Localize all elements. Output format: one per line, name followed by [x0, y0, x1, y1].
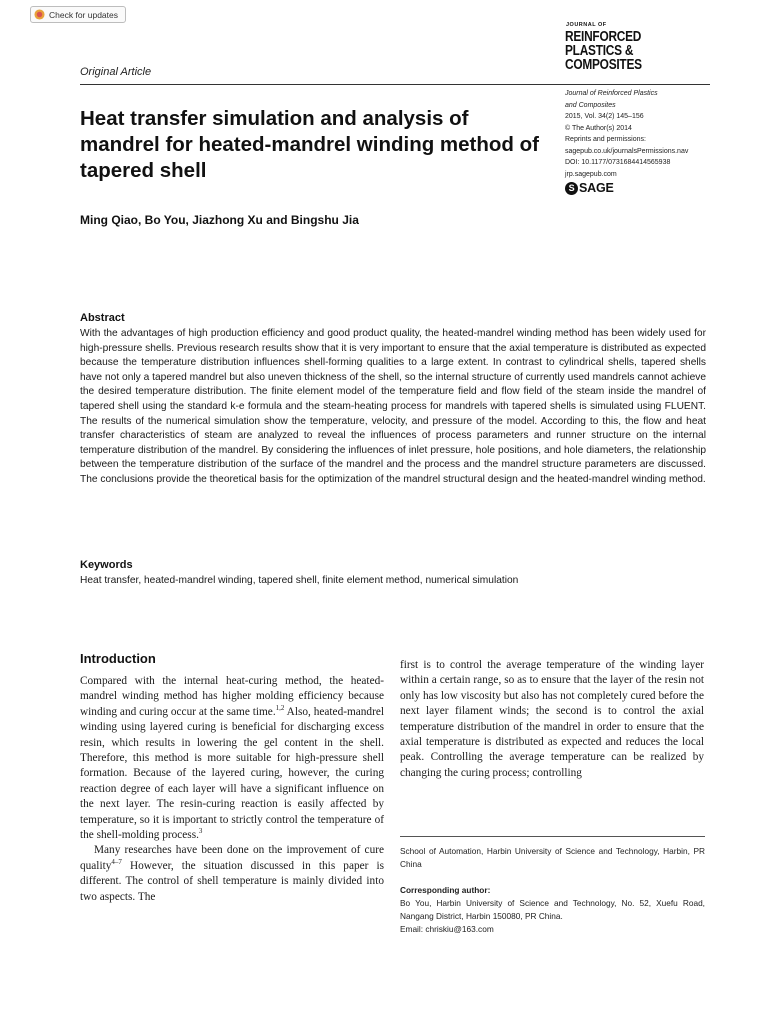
volume-info: 2015, Vol. 34(2) 145–156 — [565, 113, 644, 120]
journal-metadata — [565, 88, 735, 180]
citation-name-2: and Composites — [565, 101, 616, 109]
corresponding-author-email[interactable]: Email: chriskiu@163.com — [400, 924, 494, 934]
citation-ref[interactable]: 4–7 — [111, 858, 122, 867]
intro-paragraph-1: Compared with the internal heat-curing method, the heated-mandrel winding method has higher molding efficiency because winding and curing occur at the same time.$^{1,2}$ Also, heated-mandrel winding using layered curing is beneficial for discharging excess resin, which results in lowering the gel content in the shell. Therefore, this method is more suitable for high-pressure shell formation. Because of the layered curing, however, the curing reaction degree of each layer will have a significant influence on the next layer. The resin-curing reaction is easily affected by temperature, so it is important to strictly control the temperature of the shell-molding process.$^3$ — [80, 675, 384, 842]
intro-column-left — [80, 674, 384, 905]
corresponding-author-address: Bo You, Harbin University of Science and Technology, No. 52, Xuefu Road, Nangang District, Harbin 150080, PR China. — [400, 898, 705, 921]
check-for-updates-label: Check for updates — [49, 9, 118, 20]
journal-logo-title — [565, 30, 688, 72]
affiliation: School of Automation, Harbin University of Science and Technology, Harbin, PR China — [400, 846, 705, 869]
keywords-heading: Keywords — [80, 559, 133, 571]
journal-site-link[interactable]: jrp.sagepub.com — [565, 170, 617, 178]
article-title: Heat transfer simulation and analysis of mandrel for heated-mandrel winding method of tapered shell — [80, 107, 539, 182]
intro-paragraph-continued: first is to control the average temperature of the winding layer within a certain range, so as to ensure that the layer of the resin not only has low viscosity but also has not completely cured before the next layer filament winds; the second is to control the axial temperature distribution of the mandrel in order to ensure that the axial temperature is distributed as expected and reduces the local peak. Controlling the average temperature can be realized by changing the curing process; controlling — [400, 659, 704, 779]
copyright: © The Author(s) 2014 — [565, 124, 632, 132]
citation-name-1: Journal of Reinforced Plastics — [565, 90, 658, 97]
check-for-updates-badge[interactable] — [30, 6, 126, 23]
publisher-logo — [565, 181, 614, 195]
citation-ref[interactable]: 1,2 — [275, 704, 285, 713]
publisher-name: SAGE — [579, 181, 614, 195]
introduction-heading: Introduction — [80, 651, 156, 666]
reprints-label: Reprints and permissions: — [565, 136, 646, 143]
corresponding-author-label: Corresponding author: — [400, 885, 491, 895]
abstract-text: With the advantages of high production efficiency and good product quality, the heated-mandrel winding method has been widely used for high-pressure shells. Previous research results show that it is very important to ensure that the axial temperature is distributed as expected because the temperature distribution influences shell-forming qualities to a large extent. In contrast to cylindrical shells, tapered shells have not only a tapered mandrel but also uneven thickness of the shell, so the internal structure of currently used mandrels cannot achieve the desired temperature distribution. The finite element model of the temperature field and flow field of the steam inside the mandrel of tapered shell using the standard k-e formula and the steam-heating process for mandrels with tapered shells is simulated using FLUENT. The results of the numerical simulation show the temperature, velocity, and pressure of the model. According to this, the flow and heat transfer characteristics of steam are analyzed to reveal the influences of process parameters and runner structure on the internal temperature distribution of the mandrel. By considering the influences of inlet pressure, hole positions, and hole diameters, the relationship between the temperature distribution of the surface of the mandrel and the process and the mandrel structure parameters are discussed. The conclusions provide the theoretical basis for the optimization of the mandrel structural design and the heated-mandrel winding method. — [80, 328, 706, 485]
article-type: Original Article — [80, 66, 152, 78]
citation-ref[interactable]: 3 — [198, 827, 203, 836]
header-rule — [80, 84, 710, 85]
permissions-link[interactable]: sagepub.co.uk/journalsPermissions.nav — [565, 147, 689, 155]
keywords-text: Heat transfer, heated-mandrel winding, tapered shell, finite element method, numerical simulation — [80, 575, 519, 586]
journal-name-line-1: REINFORCED — [565, 29, 642, 45]
sage-icon: S — [565, 182, 578, 195]
abstract-heading: Abstract — [80, 312, 125, 324]
footnote-rule — [400, 836, 705, 837]
journal-name-line-2: PLASTICS & — [565, 43, 634, 59]
journal-name-line-3: COMPOSITES — [565, 57, 642, 73]
update-icon — [34, 9, 45, 20]
intro-column-right — [400, 658, 704, 781]
corresponding-author — [400, 884, 705, 936]
journal-small-label: JOURNAL OF — [566, 22, 607, 28]
intro-paragraph-2: Many researches have been done on the improvement of cure quality$^{4-7}$ However, the situation discussed in this paper is different. The control of shell temperature is mainly divided into two aspects. The — [80, 844, 384, 903]
doi[interactable]: DOI: 10.1177/0731684414565938 — [565, 159, 671, 166]
author-list: Ming Qiao, Bo You, Jiazhong Xu and Bingshu Jia — [80, 213, 359, 227]
